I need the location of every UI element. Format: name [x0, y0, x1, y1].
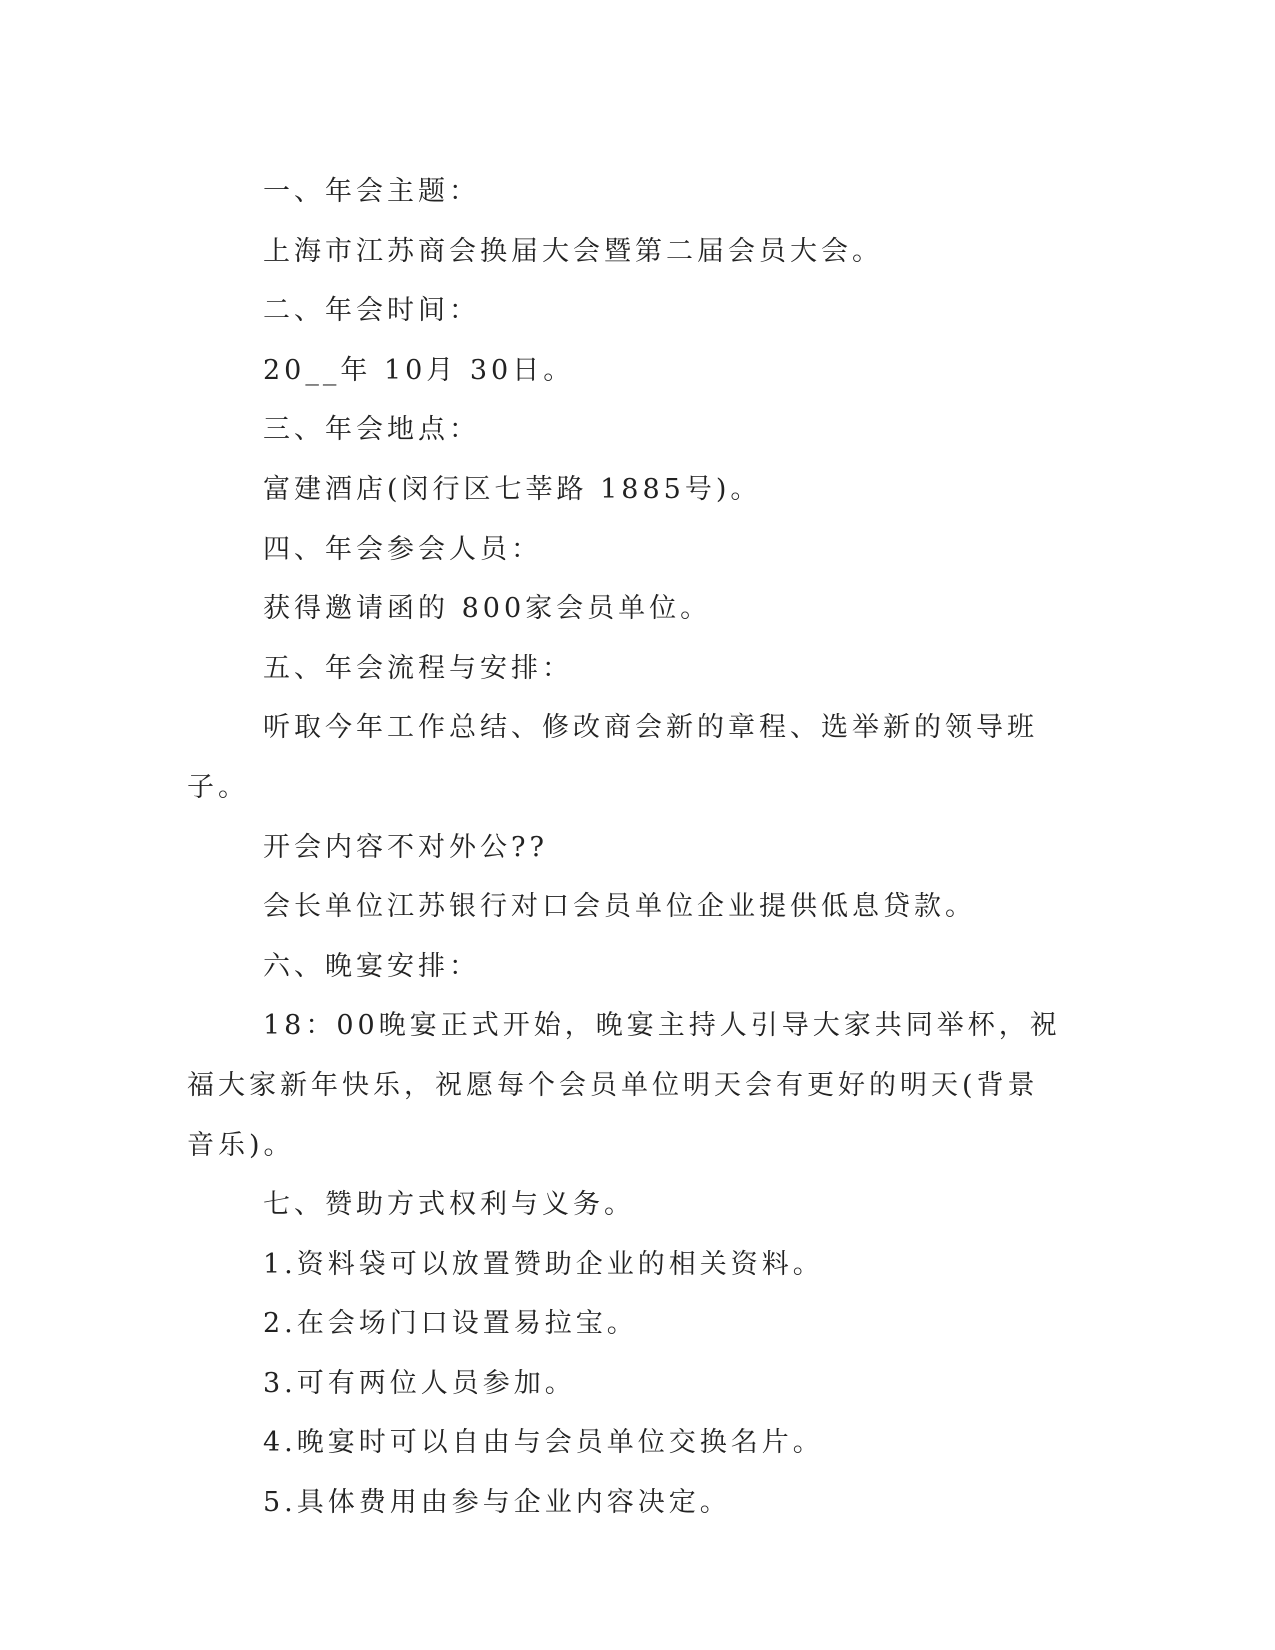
paragraph-agenda-1: 听取今年工作总结、修改商会新的章程、选举新的领导班子。 [187, 712, 1038, 803]
section-heading-time: 二、年会时间： [263, 295, 480, 327]
section-heading-banquet: 六、晚宴安排： [263, 950, 480, 982]
list-item-sponsorship-5: 5.具体费用由参与企业内容决定。 [263, 1487, 731, 1519]
list-item-sponsorship-1: 1.资料袋可以放置赞助企业的相关资料。 [263, 1248, 824, 1280]
paragraph-theme: 上海市江苏商会换届大会暨第二届会员大会。 [263, 235, 883, 267]
section-heading-agenda: 五、年会流程与安排： [263, 652, 573, 684]
section-heading-theme: 一、年会主题： [263, 176, 480, 207]
paragraph-location: 富建酒店(闵行区七莘路 1885号)。 [263, 473, 762, 505]
section-heading-attendees: 四、年会参会人员： [263, 533, 542, 565]
list-item-sponsorship-4: 4.晚宴时可以自由与会员单位交换名片。 [263, 1427, 824, 1459]
section-heading-location: 三、年会地点： [263, 414, 480, 446]
paragraph-banquet: 18：00晚宴正式开始，晚宴主持人引导大家共同举杯，祝福大家新年快乐，祝愿每个会员单位明天会有更好的明天(背景音乐)。 [187, 1010, 1061, 1161]
paragraph-attendees: 获得邀请函的 800家会员单位。 [263, 593, 712, 625]
section-heading-sponsorship: 七、赞助方式权利与义务。 [263, 1189, 635, 1221]
list-item-sponsorship-2: 2.在会场门口设置易拉宝。 [263, 1308, 638, 1340]
paragraph-agenda-2: 开会内容不对外公?? [263, 831, 548, 863]
paragraph-time: 20__年 10月 30日。 [263, 354, 575, 386]
paragraph-agenda-3: 会长单位江苏银行对口会员单位企业提供低息贷款。 [263, 891, 976, 923]
list-item-sponsorship-3: 3.可有两位人员参加。 [263, 1367, 576, 1399]
document-body [187, 162, 1067, 1533]
